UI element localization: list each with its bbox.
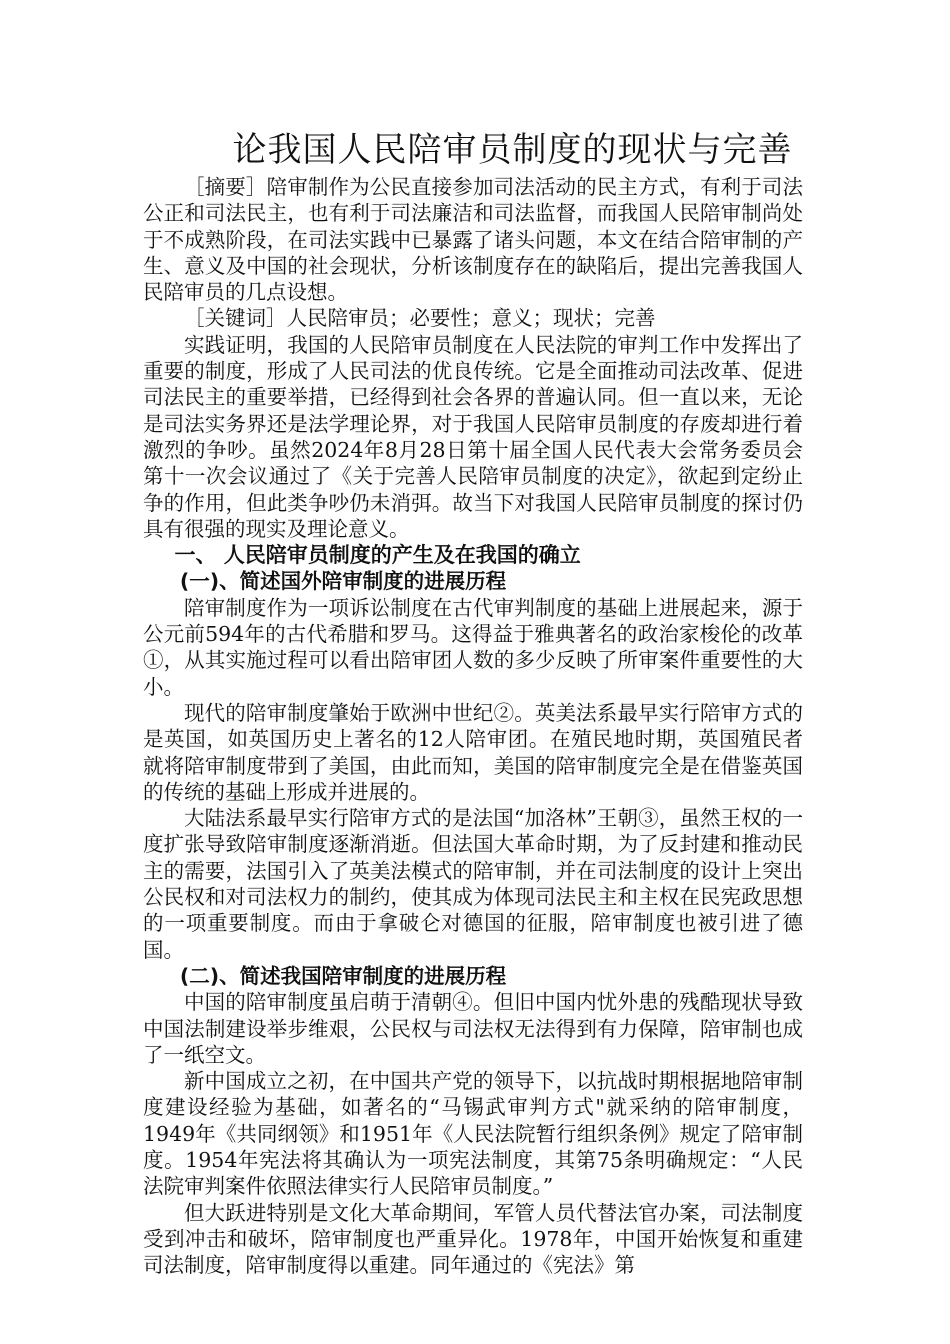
keywords-paragraph <box>143 305 803 331</box>
intro-paragraph: 实践证明，我国的人民陪审员制度在人民法院的审判工作中发挥出了重要的制度，形成了人民司法的优良传统。它是全面推动司法改革、促进司法民主的重要举措，已经得到社会各界的普遍认同。但一直以来，无论是司法实务界还是法学理论界，对于我国人民陪审员制度的存废却进行着激烈的争吵。虽然2024年8月28日第十届全国人民代表大会常务委员会第十一次会议通过了《关于完善人民陪审员制度的决定》，欲起到定纷止争的作用，但此类争吵仍未消弭。故当下对我国人民陪审员制度的探讨仍具有很强的现实及理论意义。 <box>143 332 803 541</box>
document-body <box>143 174 803 1278</box>
keywords-text: 人民陪审员；必要性；意义；现状；完善 <box>286 306 656 331</box>
abstract-text: 陪审制作为公民直接参加司法活动的民主方式，有利于司法公正和司法民主，也有利于司法廉洁和司法监督，而我国人民陪审制尚处于不成熟阶段，在司法实践中已暴露了诸头问题，本文在结合陪审制的产生、意义及中国的社会现状，分析该制度存在的缺陷后，提出完善我国人民陪审员的几点设想。 <box>143 175 804 305</box>
paragraph: 现代的陪审制度肇始于欧洲中世纪②。英美法系最早实行陪审方式的是英国，如英国历史上著名的12人陪审团。在殖民地时期，英国殖民者就将陪审制度带到了美国，由此而知，美国的陪审制度完全是在借鉴英国的传统的基础上形成并进展的。 <box>143 700 803 804</box>
paragraph: 但大跃进特别是文化大革命期间，军管人员代替法官办案，司法制度受到冲击和破坏，陪审制度也严重异化。1978年，中国开始恢复和重建司法制度，陪审制度得以重建。同年通过的《宪法》第 <box>143 1200 803 1278</box>
paragraph: 中国的陪审制度虽启萌于清朝④。但旧中国内忧外患的残酷现状导致中国法制建设举步维艰，公民权与司法权无法得到有力保障，陪审制也成了一纸空文。 <box>143 990 803 1067</box>
paragraph: 大陆法系最早实行陪审方式的是法国“加洛林”王朝③，虽然王权的一度扩张导致陪审制度逐渐消逝。但法国大革命时期，为了反封建和推动民主的需要，法国引入了英美法模式的陪审制，并在司法制度的设计上突出公民权和对司法权力的制约，使其成为体现司法民主和主权在民宪政思想的一项重要制度。而由于拿破仑对德国的征服，陪审制度也被引进了德国。 <box>143 806 803 962</box>
section-1-2-heading: (二)、简述我国陪审制度的进展历程 <box>179 963 507 988</box>
abstract-label: ［摘要］ <box>184 175 267 199</box>
abstract-paragraph <box>143 174 803 305</box>
document-title: 论我国人民陪审员制度的现状与完善 <box>232 130 793 170</box>
section-1-1-heading: (一)、简述国外陪审制度的进展历程 <box>179 569 507 594</box>
section-1-heading: 一、 人民陪审员制度的产生及在我国的确立 <box>174 543 581 568</box>
paragraph: 陪审制度作为一项诉讼制度在古代审判制度的基础上进展起来，源于公元前594年的古代希腊和罗马。这得益于雅典著名的政治家梭伦的改革①，从其实施过程可以看出陪审团人数的多少反映了所审案件重要性的大小。 <box>143 595 803 699</box>
keywords-label: ［关键词］ <box>184 306 287 331</box>
paragraph: 新中国成立之初，在中国共产党的领导下，以抗战时期根据地陪审制度建设经验为基础，如著名的“马锡武审判方式"就采纳的陪审制度，1949年《共同纲领》和1951年《人民法院暂行组织条例》规定了陪审制度。1954年宪法将其确认为一项宪法制度，其第75条明确规定：“人民法院审判案件依照法律实行人民陪审员制度。” <box>143 1069 803 1199</box>
